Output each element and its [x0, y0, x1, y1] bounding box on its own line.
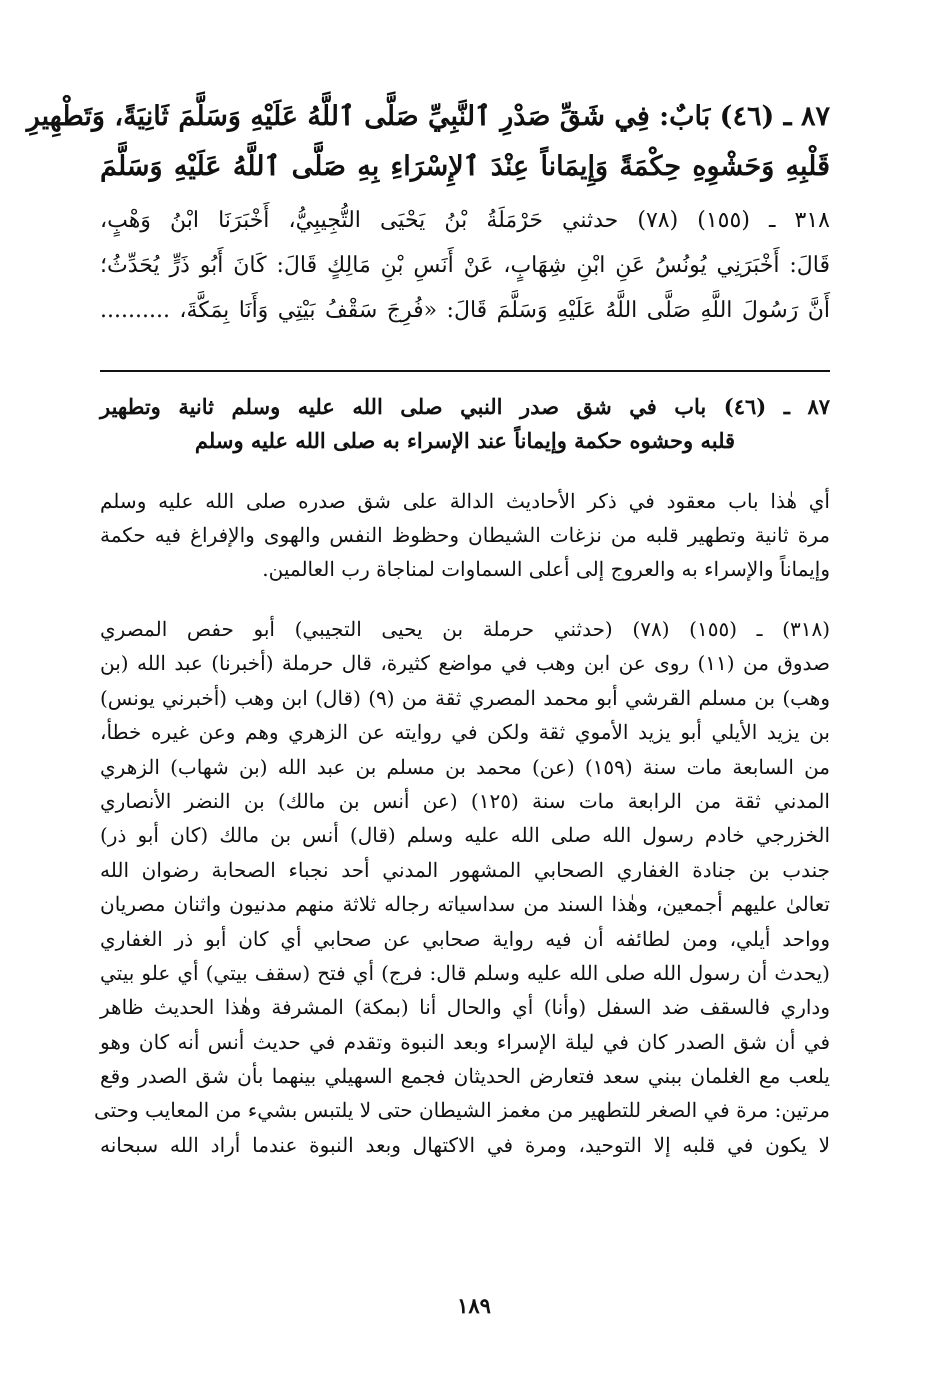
- heading-plain-line: ٨٧ ـ (٤٦) باب في شق صدر النبي صلى الله عليه وسلم ثانية وتطهير: [100, 394, 830, 419]
- commentary-line: الخزرجي خادم رسول الله صلى الله عليه وسلم (قال) أنس بن مالك (كان أبو ذر): [100, 823, 831, 848]
- commentary-line: تعالىٰ عليهم أجمعين، وهٰذا السند من سداسياته رجاله ثلاثة منهم مدنيون واثنان مصريان: [100, 892, 830, 917]
- commentary-line: (٣١٨) ـ (١٥٥) (٧٨) (حدثني حرملة بن يحيى التجيبي) أبو حفص المصري: [100, 617, 830, 641]
- chapter-heading-plain: [100, 390, 830, 458]
- hadith-line: أَنَّ رَسُولَ اللَّهِ صَلَّى اللَّهُ عَلَيْهِ وَسَلَّمَ قَالَ: «فُرِجَ سَقْفُ بَيْتِي وَأَنَا بِمَكَّةَ، ..........: [100, 298, 830, 323]
- commentary-line: وواحد أيلي، ومن لطائفه أن فيه رواية صحابي عن صحابي أي كان أبو ذر الغفاري: [100, 926, 830, 951]
- commentary-line: المدني ثقة من الرابعة مات سنة (١٢٥) (عن أنس بن مالك) بن النضر الأنصاري: [100, 788, 830, 813]
- commentary-line: وداري فالسقف ضد السفل (وأنا) أي والحال أنا (بمكة) المشرفة وهٰذا الحديث ظاهر: [100, 995, 830, 1020]
- commentary-line: في أن شق الصدر كان في ليلة الإسراء وبعد النبوة وتقدم في حديث أنس أنه كان وهو: [100, 1029, 830, 1054]
- chapter-heading-vocalized: [26, 92, 830, 192]
- commentary-line: بن يزيد الأيلي أبو يزيد الأموي ثقة ولكن في روايته عن الزهري وهم وعن غيره خطأ،: [100, 720, 830, 745]
- heading-plain-line: قلبه وحشوه حكمة وإيماناً عند الإسراء به صلى الله عليه وسلم: [194, 428, 736, 453]
- section-divider: [100, 370, 830, 372]
- commentary-line: وإيماناً والإسراء به والعروج إلى أعلى السماوات لمناجاة رب العالمين.: [262, 557, 830, 581]
- heading-line: قَلْبِهِ وَحَشْوِهِ حِكْمَةً وَإِيمَاناً عِنْدَ ٱلإِسْرَاءِ بِهِ صَلَّى ٱللَّهُ عَلَيْهِ وَسَلَّمَ: [100, 151, 830, 182]
- hadith-text-vocalized: [100, 198, 830, 333]
- commentary-line: (يحدث أن رسول الله صلى الله عليه وسلم قال: فرج) أي فتح (سقف بيتي) أي علو بيتي: [100, 960, 830, 985]
- commentary-line: مرة ثانية وتطهير قلبه من نزغات الشيطان وحظوظ النفس والهوى والإفراغ فيه حكمة: [100, 523, 830, 547]
- commentary-main: [93, 612, 831, 1162]
- commentary-line: صدوق من (١١) روى عن ابن وهب في مواضع كثيرة، قال حرملة (أخبرنا) عبد الله (بن: [100, 651, 830, 676]
- commentary-line: لا يكون في قلبه إلا التوحيد، ومرة في الاكتهال وبعد النبوة عندما أراد الله سبحانه: [100, 1132, 830, 1157]
- hadith-line: ٣١٨ ـ (١٥٥) (٧٨) حدثني حَرْمَلَةُ بْنُ يَحْيَى التُّجِيبِيُّ، أَخْبَرَنَا ابْنُ وَهْبٍ،: [100, 208, 830, 233]
- commentary-line: مرتين: مرة في الصغر للتطهير من مغمز الشيطان حتى لا يلتبس بشيء من المعايب وحتى: [93, 1098, 830, 1123]
- commentary-line: يلعب مع الغلمان ببني سعد فتعارض الحديثان فجمع السهيلي بينهما بأن شق الصدر وقع: [100, 1064, 830, 1089]
- commentary-line: وهب) بن مسلم القرشي أبو محمد المصري ثقة من (٩) (قال) ابن وهب (أخبرني يونس): [100, 685, 830, 710]
- commentary-line: جندب بن جنادة الغفاري الصحابي المشهور المدني أحد نجباء الصحابة رضوان الله: [100, 857, 830, 882]
- commentary-intro: [100, 484, 830, 586]
- commentary-line: أي هٰذا باب معقود في ذكر الأحاديث الدالة على شق صدره صلى الله عليه وسلم: [100, 489, 830, 513]
- commentary-line: من السابعة مات سنة (١٥٩) (عن) محمد بن مسلم بن عبد الله (بن شهاب) الزهري: [100, 754, 831, 779]
- page-number: ١٨٩: [457, 1293, 491, 1318]
- hadith-line: قَالَ: أَخْبَرَنِي يُونُسُ عَنِ ابْنِ شِهَابٍ، عَنْ أَنَسِ بْنِ مَالِكٍ قَالَ: كَانَ أَبُو ذَرٍّ يُحَدِّثُ؛: [100, 253, 830, 278]
- heading-line: ٨٧ ـ (٤٦) بَابٌ: فِي شَقِّ صَدْرِ ٱلنَّبِيِّ صَلَّى ٱللَّهُ عَلَيْهِ وَسَلَّمَ ثَانِيَةً، وَتَطْهِيرِ: [26, 101, 830, 132]
